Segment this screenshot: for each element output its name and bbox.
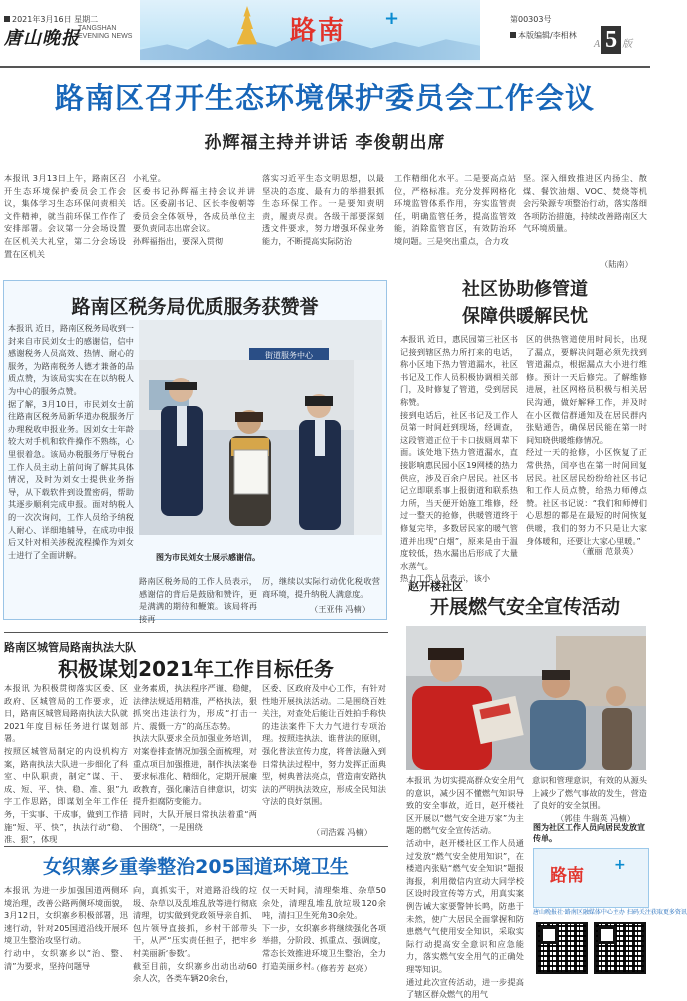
issue-number: 第00303号 [510, 15, 552, 24]
gas-photo [406, 626, 646, 770]
community-title [400, 276, 650, 330]
community-title-line2: 保障供暖解民忧 [462, 306, 588, 327]
urban-kicker: 路南区城管局路南执法大队 [4, 641, 136, 654]
urban-col-1: 本报讯 为积极贯彻落实区委、区政府、区城管局的工作要求，近日，路南区城管局路南执法大队就2021年度目标任务进行谋划部署。 按照区城管局制定的内设机构方案，路南执法大队进一步细化了科室、中队职责，制定“谋、干、成、短、平、快、稳、准、狠”九字工作思路，即谋划全年工作任务，干实事、干成事，做到工作措施“短、平、快”，执法行动“稳、准、狠”，体现 [4, 683, 128, 845]
village-col-3: 仅一天时间，清理柴堆、杂草50余处，清理乱堆乱放垃圾120余吨，清扫卫生死角30余处。 下一步，女织寨乡将继续强化各项举措，分阶段、抓重点、强调度，常态长效推进环境卫生整治，全力打造美丽乡村。 [262, 885, 386, 971]
village-col-2: 向，真抓实干，对道路沿线的垃圾、杂草以及乱堆乱放等进行彻底清理，切实做到党政领导亲自抓、包片领导直接抓，乡村干部带头干，从严“压实责任担子，把牢乡村美丽新‘参数’。 截至目前，女织寨乡出动出动60余人次，各类车辆20余台， [133, 885, 257, 984]
village-byline: （修若芳 赵亮） [312, 963, 372, 973]
paper-name: 唐山晚报 [4, 28, 80, 49]
gas-kicker: 赵开楼社区 [408, 580, 463, 593]
village-col-1: 本报讯 为进一步加强国道两侧环境治理，改善公路两侧环境面貌，3月12日，女织寨乡积极部署，迅速行动，针对205国道沿线开展环境卫生整治攻坚行动。 行动中，女织寨乡以“治、整、清”为要求，坚持问题导 [4, 885, 128, 971]
tax-photo-caption: 图为市民刘女士展示感谢信。 [156, 553, 260, 562]
lead-subhead: 孙辉福主持并讲话 李俊朝出席 [204, 133, 446, 153]
tax-photo-image [139, 320, 382, 535]
tax-body-bottom-2: 厉，继续以实际行动优化税收营商环境，提升纳税人满意度。 [262, 576, 380, 599]
page-editor: 本版编辑/李相林 [510, 30, 577, 41]
promo-logo-plus: + [614, 857, 626, 873]
paper-name-en: TANGSHAN EVENING NEWS [78, 25, 133, 40]
community-title-line1: 社区协助修管道 [462, 279, 588, 300]
issue-date: 2021年3月16日 星期二 [4, 14, 98, 25]
lead-headline: 路南区召开生态环境保护委员会工作会议 [54, 81, 595, 115]
urban-col-2: 业务素质，执法程序严谨、稳健，法律法规适用精准，严格执法，狠抓突出违法行为，形成“打击一片、震慑一方”的高压态势。 执法大队要求全员加强业务培训，对案卷排查情况加强全面梳理，对重点项目加强推进，制作执法案卷要求标准化、精细化，定期开展廉政教育，强化廉洁自律意识，切实提升拒腐防变能力。 同时，大队开展日常执法着重“两个围绕”，一是围绕 [133, 683, 257, 832]
community-col-right: 区的供热管道使用时间长，出现了漏点，要解决问题必须先找到管道漏点，根据漏点大小进行维修。预计一天后修完。了解维修进展，社区网格员积极与相关居民沟通，做好解释工作，并及时在小区微信群通知及在居民群内张贴通告，确保居民能在第一时间知晓供暖维修情况。 经过一天的抢修，小区恢复了正常供热，闰亭也在第一时间回复居民。社区居民纷纷给社区书记和工作人员点赞，给热力师傅点赞。社区书记说：“我们和师傅们心思想的都是在最短的时间恢复供暖，我们的努力不只是让大家身体暖和，还要让大家心里暖。” [526, 334, 647, 546]
lead-col-1: 本报讯 3月13日上午，路南区召开生态环境保护委员会工作会议，集体学习生态环保问责相关文件精神，就当前环保工作作了安排部署。会议第一分会场设置在区机关大礼堂，第二分会场设置在区机关 [4, 173, 126, 259]
section-divider-2 [4, 846, 388, 847]
gas-photo-caption: 图为社区工作人员向居民发放宣传单。 [533, 823, 645, 843]
promo-logo: 路南 [550, 866, 584, 886]
lead-col-2: 小礼堂。 区委书记孙辉福主持会议并讲话。区委副书记、区长李俊朝等委员会全体领导，各成员单位主要负责同志出席会议。 孙辉福指出，要深入贯彻 [133, 173, 255, 246]
tax-body-bottom: 路南区税务局的工作人员表示，感谢信的背后是鼓励和赞许，更是满满的期待和鞭策。该局将再接再 [139, 576, 257, 624]
section-divider [4, 632, 388, 633]
urban-col-3: 区委、区政府及中心工作，有针对性地开展执法活动。二是围绕百姓关注，对查处后能让百姓拍手称快的违法案件下大力气进行专项治理。按照违执法、谁普法的原则，强化普法宣传力度，将普法融入到日常执法过程中，努力发挥正面典型，树典普法亮点，营造南安路执法的严明执法效应，形成全民知法守法的良好氛围。 [262, 683, 386, 807]
gas-photo-image [406, 626, 646, 770]
gas-col-left: 本报讯 为切实提高群众安全用气的意识，减少因不懂燃气知识导致的安全事故，近日，赵开楼社区开展以“燃气安全进万家”为主题的燃气安全宣传活动。 活动中，赵开楼社区工作人员通过发放“燃气安全使用知识”，在楼道内张贴“燃气安全知识”题报海报，利用微信内宣动大同学校区设时段宣传等方式，用真实案例告诫大家要警钟长鸣，防患于未然，使广大居民全面掌握和防患燃气气使用安全知识，采取实际行动提高安全意识和应急能力，落实燃气安全用气的正确处理等知识。 通过此次宣传活动，进一步提高了辖区群众燃气的用气 [406, 775, 524, 1000]
urban-title: 积极谋划2021年工作目标任务 [58, 657, 334, 681]
gas-byline: （郭佳 牛瑞英 冯楠） [556, 813, 635, 823]
section-logo: 路南 [290, 16, 347, 46]
header-rule [0, 66, 650, 68]
qr-code-1[interactable] [536, 922, 588, 974]
tax-body: 本报讯 近日，路南区税务局收到一封来自市民刘女士的感谢信，信中感谢税务人员高效、热情、耐心的服务，为路南税务人德才兼备的品质点赞，为该局实实在在以纳税人为中心的服务点赞。 据了解，3月10日，市民刘女士前往路南区税务局新华道办税服务厅办理税收申报业务。因刘女士年龄较大对手机和软件操作不熟练，心里很着急。该局办税服务厅导税台工作人员主动上前问询了解其具体情况，及时为刘女士提供业务指导，从下载软件到设置密码，帮助其逐步顺利完成申报。面对纳税人的一次次询问，工作人员给予纳税人耐心、详细地辅导，在成功申报后又针对相关涉税流程操作为刘女士进行了全面讲解。 [8, 323, 134, 560]
page-header [0, 0, 650, 66]
village-title: 女织寨乡重拳整治205国道环境卫生 [43, 856, 349, 878]
section-logo-plus: + [384, 8, 400, 29]
tax-photo-sign: 街道服务中心 [265, 351, 313, 360]
community-col-left: 本报讯 近日，惠民园第三社区书记接到辖区热力所打来的电话，称小区地下热力管道漏水，社区书记及工作人员积极协调相关部门，及时修复了管道，受到居民称赞。 接到电话后，社区书记及工作人员第一时间赶到现场，经调查，这段管道正位于卡口拔厕周辈下面。该处地下热力管道漏水，直接影响惠民园小区19网楼的热力供应，涉及百余户居民。社区书记立即联系事上报街道和联系热力所，当天便开始施工维修，经过一整天的抢修，供暖管道终于修复完毕，多数居民家的暖气管道并出现“白烟”，原来是由于温度较低，热水漏出后形成了大量水蒸气。 热力工作人员表示，该小 [400, 334, 518, 584]
lead-col-4: 工作精细化水平。二是要高点站位，严格标准。充分发挥网格化环境监管体系作用，夯实监管责任，明确监管任务，提高监管效能，消除监管盲区，有效防治环境问题。三是突出重点，合力攻 [394, 173, 516, 246]
lead-col-3: 落实习近平生态文明思想，以最坚决的态度、最有力的举措狠抓生态环保工作。一是要知责明责，履责尽责。各级干部要深刻透文件要求，努力增强环保业务能力，不断提高实际防治 [262, 173, 384, 246]
lead-byline: （陆南） [600, 259, 633, 269]
tax-title: 路南区税务局优质服务获赞誉 [71, 296, 319, 318]
tax-photo [139, 320, 382, 535]
gas-title: 开展燃气安全宣传活动 [429, 596, 620, 618]
promo-banner [533, 848, 649, 908]
tax-byline: （王亚伟 冯楠） [310, 604, 370, 614]
promo-text: 唐山晚报社·路南区融媒体中心主办 扫码关注获取更多资讯 [533, 909, 687, 916]
urban-byline: （司浩霖 冯楠） [312, 827, 372, 837]
qr-code-2[interactable] [594, 922, 646, 974]
page-number: A 5 版 [594, 27, 633, 53]
community-byline: （董丽 范景英） [578, 546, 638, 556]
gas-col-right: 意识和管理意识，有效的从源头上减少了燃气事故的发生，营造了良好的安全氛围。 [532, 775, 647, 811]
lead-col-5: 坚。深入细致推进区内扬尘、散煤、餐饮油烟、VOC、焚烧等机会污染源专项整治行动，落实落细各项防治措施，持续改善路南区大气环境质量。 [523, 173, 647, 234]
